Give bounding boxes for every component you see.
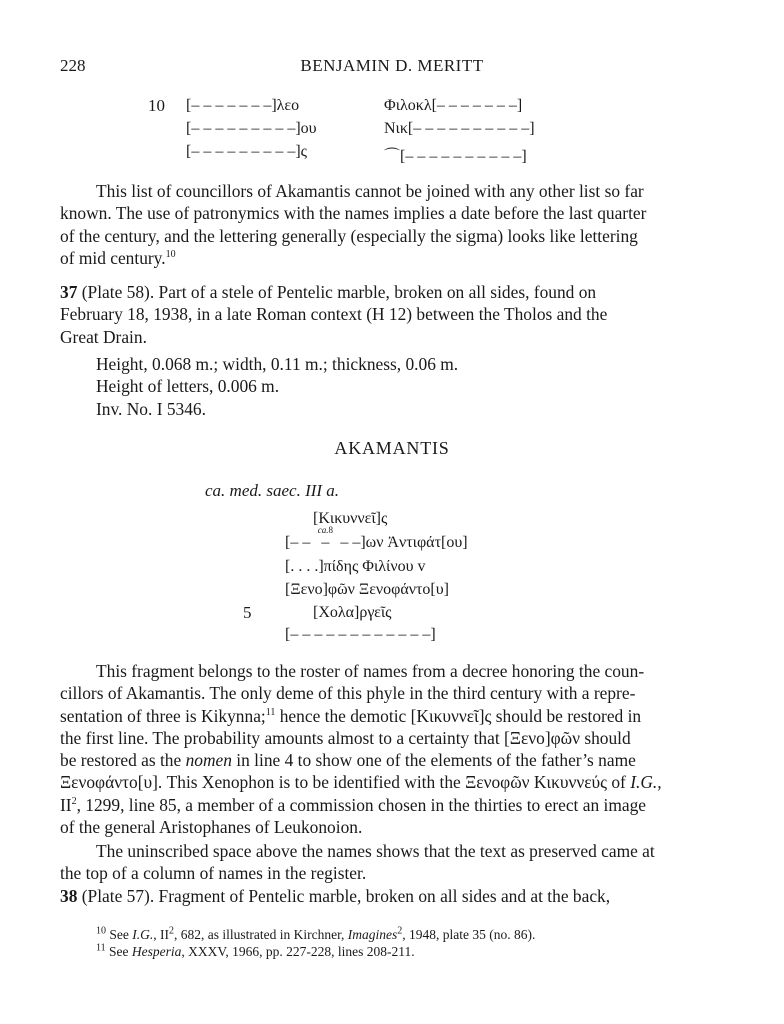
text-line: be restored as the nomen in line 4 to show one of the elements of the father’s name bbox=[60, 750, 636, 771]
footnote-11: $^{11}$ See Hesperia, XXXV, 1966, pp. 227-228, lines 208-211. bbox=[96, 942, 415, 959]
text-line: cillors of Akamantis. The only deme of this phyle in the third century with a repre- bbox=[60, 683, 636, 704]
paragraph-fragment-roster bbox=[60, 660, 724, 838]
paragraph-akamantis-list bbox=[60, 180, 724, 269]
line-number: 10 bbox=[148, 96, 165, 115]
text-line: of the general Aristophanes of Leukonoion. bbox=[60, 817, 363, 838]
footnote-ref: 11 bbox=[265, 706, 276, 718]
line-number: 5 bbox=[243, 603, 252, 622]
text-line: of mid century.$^{10}$ bbox=[60, 247, 176, 268]
text-line: This list of councillors of Akamantis cannot be joined with any other list so far bbox=[96, 181, 644, 201]
inscription-left-3: [– – – – – – – – –]ς bbox=[186, 143, 307, 160]
inscription-row-4: [Ξενο]φῶν Ξενοφάντο[υ] bbox=[285, 581, 449, 598]
text-line: of the century, and the lettering generally (especially the sigma) looks like lettering bbox=[60, 225, 638, 246]
text-line: This fragment belongs to the roster of names from a decree honoring the coun- bbox=[96, 661, 645, 681]
section-heading: AKAMANTIS bbox=[334, 438, 450, 458]
entry-number: 38 bbox=[60, 886, 78, 906]
footnote-ref: 10 bbox=[165, 249, 176, 261]
page-number: 228 bbox=[60, 56, 86, 75]
inscription-row-6: [– – – – – – – – – – – –] bbox=[285, 626, 436, 643]
inscription-left-2: [– – – – – – – – –]ου bbox=[186, 120, 317, 137]
running-header bbox=[60, 56, 724, 80]
footnotes bbox=[96, 926, 535, 960]
text-line: $II^2$, 1299, line 85, a member of a commission chosen in the thirties to erect an image bbox=[60, 794, 646, 815]
inscription-row-3: [. . . .]πίδης Φιλίνου v bbox=[285, 558, 426, 575]
text-line: the top of a column of names in the register. bbox=[60, 863, 367, 884]
text-line: February 18, 1938, in a late Roman context (H 12) between the Tholos and the bbox=[60, 304, 608, 325]
text-line: (Plate 57). Fragment of Pentelic marble, broken on all sides and at the back, bbox=[81, 886, 611, 906]
footnote-10: $^{10}$ See I.G., $II^2$, 682, as illustrated in Kirchner, Imagines$^2$, 1948, plate 35 (no. 86). bbox=[96, 925, 536, 942]
date-line: ca. med. saec. III a. bbox=[205, 481, 340, 500]
inscription-row-5: [Χολα]ργεῖς bbox=[313, 604, 392, 621]
inscription-row-2: [– – ca.8 – – –]ων Ἀντιφάτ[ου] bbox=[285, 525, 468, 551]
inscription-left-1: [– – – – – – –]λεο bbox=[186, 97, 300, 114]
inscription-right-2: Νικ[– – – – – – – – – –] bbox=[384, 120, 535, 137]
dimensions bbox=[96, 353, 458, 420]
inscription-row-1: [Κικυννεῖ]ς bbox=[313, 510, 388, 527]
running-title: BENJAMIN D. MERITT bbox=[300, 56, 484, 75]
entry-37 bbox=[60, 281, 724, 348]
dimension-line: Height of letters, 0.006 m. bbox=[96, 376, 280, 397]
inscription-right-1: Φιλοκλ[– – – – – – –] bbox=[384, 97, 523, 114]
text-line: The uninscribed space above the names shows that the text as preserved came at bbox=[96, 841, 655, 861]
dimension-line: Height, 0.068 m.; width, 0.11 m.; thickness, 0.06 m. bbox=[96, 354, 459, 374]
entry-number: 37 bbox=[60, 282, 78, 302]
text-line: the first line. The probability amounts almost to a certainty that [Ξενο]φῶν should bbox=[60, 727, 631, 748]
entry-38 bbox=[60, 885, 724, 907]
inscription-right-3: ⌒[– – – – – – – – – –] bbox=[384, 148, 527, 165]
text-line: (Plate 58). Part of a stele of Pentelic marble, broken on all sides, found on bbox=[81, 282, 597, 302]
text-line: sentation of three is Kikynna;$^{11}$ hence the demotic [Κικυννεῖ]ς should be restored in bbox=[60, 705, 642, 726]
text-line: Great Drain. bbox=[60, 326, 147, 347]
text-line: Ξενοφάντο[υ]. This Xenophon is to be identified with the Ξενοφῶν Κικυννεύς of I.G., bbox=[60, 772, 662, 793]
text-line: known. The use of patronymics with the names implies a date before the last quarter bbox=[60, 203, 647, 224]
dimension-line: Inv. No. I 5346. bbox=[96, 398, 206, 419]
paragraph-uninscribed-space bbox=[60, 840, 724, 885]
